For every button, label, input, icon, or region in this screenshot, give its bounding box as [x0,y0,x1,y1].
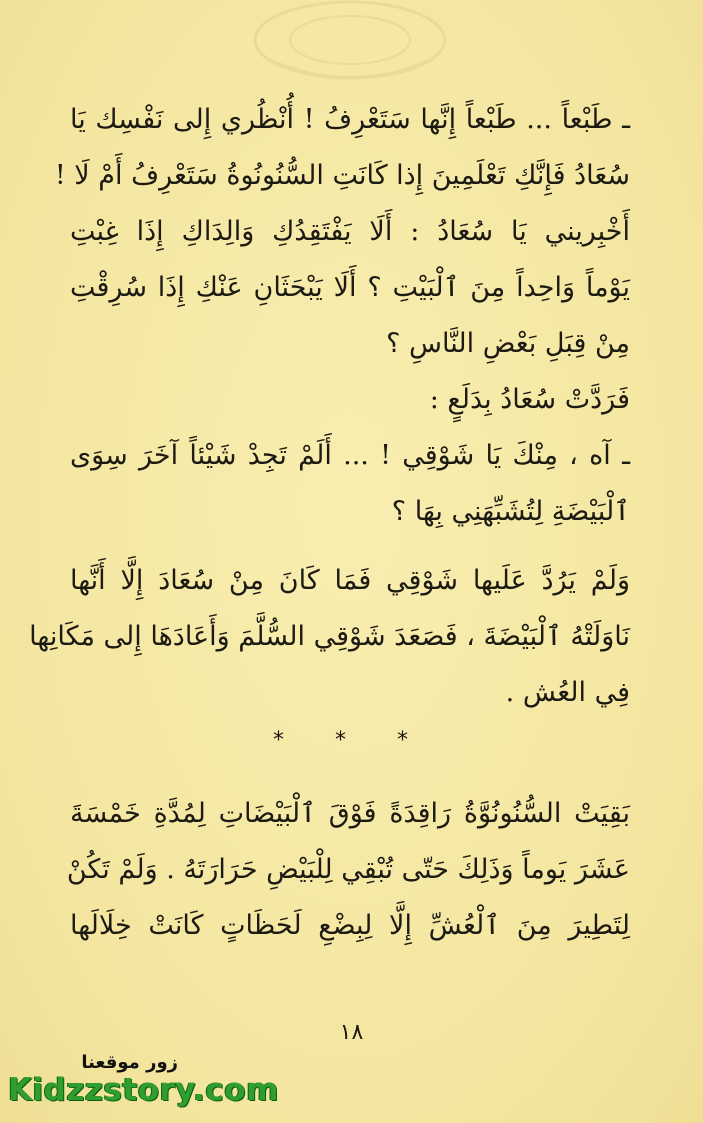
text-line: مِنْ قِبَلِ بَعْضِ النَّاسِ ؟ [386,328,630,359]
section-separator: * * * [273,728,430,753]
text-line: ٱلْبَيْضَةِ لِتُشَبِّهَنِي بِهَا ؟ [391,496,630,527]
page-number: ١٨ [339,1020,364,1045]
faded-ornament [230,0,470,95]
text-line: ـ طَبْعاً ... طَبْعاً إِنَّها سَتَعْرِفُ ! أُنْظُري إِلى نَفْسِك يَا [70,104,630,135]
paragraph-dialogue-2 [70,428,630,540]
site-watermark-logo [8,1052,279,1118]
text-line: سُعَادُ فَإِنَّكِ تَعْلَمِينَ إِذا كَانَتِ السُّنُونُوةُ سَتَعْرِفُ أَمْ لَا ! [54,160,630,191]
logo-arabic-text: زور موقعنا [81,1052,178,1073]
text-line: نَاوَلَتْهُ ٱلْبَيْضَةَ ، فَصَعَدَ شَوْقِي السُّلَّمَ وَأَعَادَهَا إِلى مَكَانِها [29,621,630,652]
paragraph-dialogue-1 [54,92,630,428]
text-line: فَرَدَّتْ سُعَادُ بِدَلَعٍ : [429,384,630,415]
text-line: فِي العُش . [505,677,630,708]
text-line: بَقِيَتْ السُّنُونُوَّةُ رَاقِدَةً فَوْقَ ٱلْبَيْضَاتِ لِمُدَّةِ خَمْسَةَ [70,798,630,829]
logo-latin-text: Kidzzstory.com [8,1072,279,1108]
paragraph-narration-1 [29,553,630,721]
text-line: يَوْماً وَاحِداً مِنَ ٱلْبَيْتِ ؟ أَلَا يَبْحَثَانِ عَنْكِ إِذَا سُرِقْتِ [70,272,630,303]
text-line: عَشَرَ يَوماً وَذَلِكَ حَتّى تُبْقِي لِلْبَيْضِ حَرَارَتَهُ . وَلَمْ تَكُنْ [66,854,630,885]
text-line: وَلَمْ يَرُدَّ عَلَيها شَوْقِي فَمَا كَانَ مِنْ سُعَادَ إِلَّا أَنَّها [70,565,630,596]
text-line: ـ آه ، مِنْكَ يَا شَوْقِي ! ... أَلَمْ تَجِدْ شَيْئاً آخَرَ سِوَى [70,440,630,471]
text-line: أَخْبِريني يَا سُعَادُ : أَلَا يَفْتَقِدُكِ وَالِدَاكِ إِذَا غِبْتِ [70,216,630,247]
paragraph-narration-2 [66,786,630,954]
text-line: لِتَطِيرَ مِنَ ٱلْعُشِّ إِلَّا لِبِضْعِ لَحَظَاتٍ كَانَتْ خِلَالَها [70,910,630,941]
